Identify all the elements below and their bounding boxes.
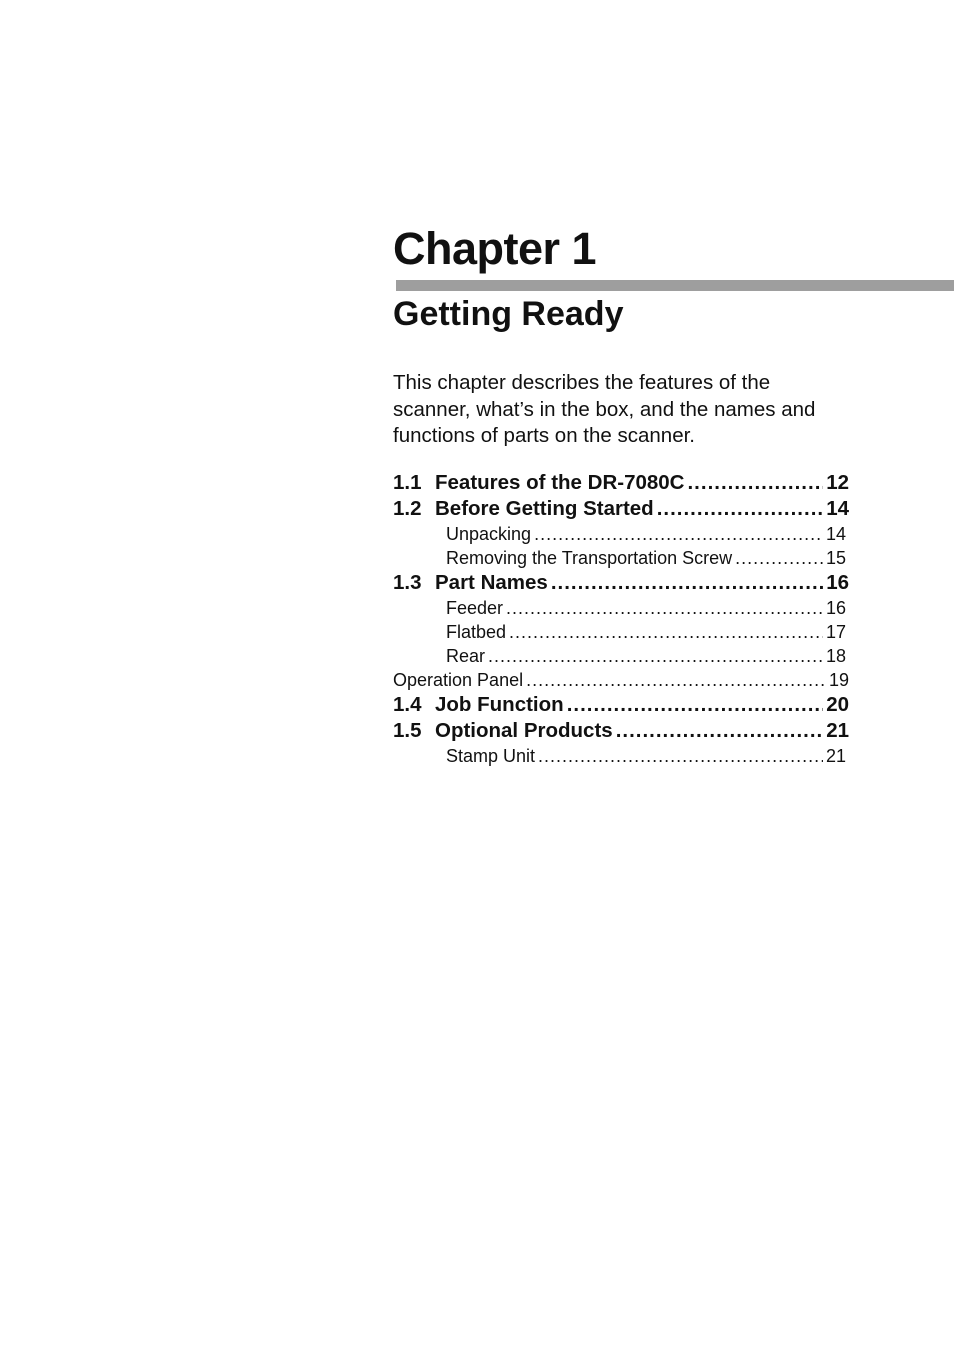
toc-page-number: 12 — [826, 471, 849, 494]
toc-entry-rear[interactable] — [393, 644, 849, 668]
toc-entry-job-function[interactable] — [393, 692, 849, 718]
toc-leader — [616, 718, 824, 744]
toc-leader — [526, 668, 826, 692]
toc-page-number: 16 — [826, 571, 849, 594]
chapter-title: Chapter 1 — [393, 223, 597, 274]
toc-entry-title: Removing the Transportation Screw — [446, 548, 733, 568]
toc-leader — [538, 744, 823, 768]
toc-entry-title: Rear — [446, 646, 486, 666]
toc-page-number: 17 — [825, 622, 846, 642]
toc-entry-removing-screw[interactable] — [393, 546, 849, 570]
toc-entry-title: 1.1 Features of the DR-7080C — [393, 471, 685, 494]
toc-page-number: 21 — [825, 746, 846, 766]
toc-entry-optional-products[interactable] — [393, 718, 849, 744]
toc-entry-number: 1.2 — [393, 497, 422, 520]
toc-page-number: 20 — [826, 693, 849, 716]
toc-page-number: 16 — [825, 598, 846, 618]
intro-line: functions of parts on the scanner. — [393, 424, 695, 447]
toc-entry-before-getting-started[interactable] — [393, 496, 849, 522]
toc-entry-title: Operation Panel — [393, 670, 524, 690]
toc-entry-number: 1.4 — [393, 693, 422, 716]
toc-entry-operation-panel[interactable] — [393, 668, 849, 692]
toc-page-number: 14 — [825, 524, 846, 544]
intro-line: This chapter describes the features of the — [393, 371, 771, 394]
toc-entry-title: Unpacking — [446, 524, 532, 544]
toc-entry-title: 1.3 Part Names — [393, 571, 548, 594]
table-of-contents — [393, 470, 849, 768]
toc-entry-unpacking[interactable] — [393, 522, 849, 546]
chapter-divider — [396, 280, 954, 291]
toc-entry-title: 1.4 Job Function — [393, 693, 564, 716]
toc-entry-title: 1.2 Before Getting Started — [393, 497, 654, 520]
intro-line: scanner, what’s in the box, and the names and — [393, 397, 816, 421]
toc-page-number: 19 — [828, 670, 849, 690]
toc-leader — [488, 644, 823, 668]
toc-leader — [567, 692, 824, 718]
toc-leader — [506, 596, 823, 620]
toc-leader — [735, 546, 823, 570]
toc-leader — [657, 496, 823, 522]
toc-page-number: 21 — [826, 719, 849, 742]
toc-entry-title: Stamp Unit — [446, 746, 536, 766]
toc-entry-number: 1.3 — [393, 571, 422, 594]
toc-entry-stamp-unit[interactable] — [393, 744, 849, 768]
toc-page-number: 14 — [826, 497, 849, 520]
chapter-subtitle: Getting Ready — [393, 295, 624, 333]
toc-entry-flatbed[interactable] — [393, 620, 849, 644]
toc-page-number: 18 — [825, 646, 846, 666]
toc-entry-features[interactable] — [393, 470, 849, 496]
toc-leader — [687, 470, 823, 496]
toc-entry-number: 1.5 — [393, 719, 422, 742]
toc-entry-part-names[interactable] — [393, 570, 849, 596]
toc-entry-title: Flatbed — [446, 622, 507, 642]
toc-leader — [551, 570, 823, 596]
chapter-intro — [393, 370, 863, 450]
toc-leader — [534, 522, 823, 546]
toc-leader — [509, 620, 823, 644]
toc-entry-feeder[interactable] — [393, 596, 849, 620]
toc-entry-title: 1.5 Optional Products — [393, 719, 613, 742]
toc-entry-title: Feeder — [446, 598, 504, 618]
toc-page-number: 15 — [825, 548, 846, 568]
toc-entry-number: 1.1 — [393, 471, 422, 494]
